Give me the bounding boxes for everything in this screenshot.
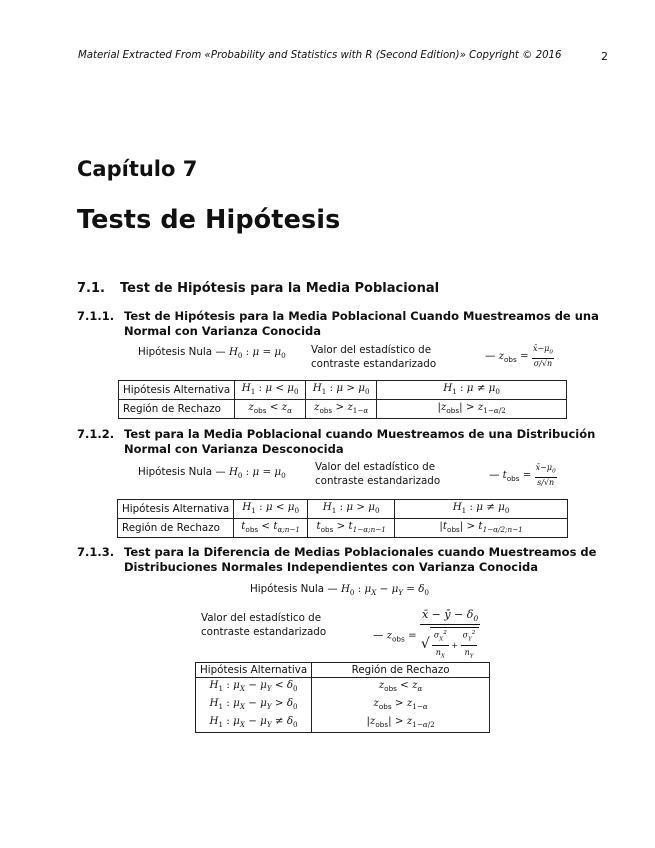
dash: —: [489, 468, 500, 481]
dash: —: [485, 349, 496, 362]
dash: —: [373, 629, 384, 642]
cell: $t_{obs} < t_{\alpha;n-1}$: [234, 519, 308, 538]
stat-label: Valor del estadístico de contraste estandarizado: [315, 461, 441, 487]
cell: $H_1$ : $\mu > \mu_0$: [308, 500, 395, 519]
subsection-number: 7.1.1.: [77, 309, 115, 323]
table-row: [196, 714, 490, 733]
cell: $H_1$ : $\mu < \mu_0$: [234, 500, 308, 519]
running-header: Material Extracted From «Probability and Statistics with R (Second Edition)» Copyright © 2016: [78, 50, 562, 61]
chapter-title: Tests de Hipótesis: [77, 205, 341, 235]
null-hypothesis: Hipótesis Nula — $H_0$ : $\mu = \mu_0$: [138, 466, 286, 481]
cell: $H_1$ : $\mu_X - \mu_Y > \delta_0$: [196, 696, 312, 714]
table-row: [118, 519, 568, 538]
cell: $H_1$ : $\mu \ne \mu_0$: [395, 500, 568, 519]
table-row: [196, 678, 490, 697]
stat-label: Valor del estadístico de contraste estandarizado: [201, 612, 327, 638]
table-row: [196, 696, 490, 714]
rejection-table-1: [118, 380, 567, 419]
table-row: [119, 400, 567, 419]
table-row: [119, 381, 567, 400]
null-hypothesis: Hipótesis Nula — $H_0$ : $\mu_X - \mu_Y = \delta_0$: [250, 583, 430, 598]
alt-label: Hipótesis Alternativa: [118, 500, 234, 519]
test-statistic: — $z_{obs}$ = $\frac{x̄-\mu_0}{\sigma/√n}$: [485, 344, 553, 368]
test-statistic: — $t_{obs}$ = $\frac{x̄-\mu_0}{s/√n}$: [489, 463, 556, 487]
section-heading: [77, 281, 439, 296]
subsection-7-1-1: [77, 309, 612, 341]
subsection-title: Test para la Media Poblacional cuando Muestreamos de una Distribución Normal con Varianza Desconocida: [124, 427, 596, 456]
alt-label: Hipótesis Alternativa: [119, 381, 235, 400]
cell: $t_{obs} > t_{1-\alpha;n-1}$: [308, 519, 395, 538]
null-label: Hipótesis Nula —: [138, 466, 226, 478]
cell: $|z_{obs}| > z_{1-\alpha/2}$: [377, 400, 567, 419]
cell: $z_{obs} < z_\alpha$: [312, 678, 490, 697]
reject-label: Región de Rechazo: [119, 400, 235, 419]
reject-label: Región de Rechazo: [118, 519, 234, 538]
subsection-number: 7.1.3.: [77, 545, 115, 559]
null-label: Hipótesis Nula —: [138, 346, 226, 358]
test-statistic: — $z_{obs}$ = x̄ − ȳ − $\delta_0$ √ $\frac{\sigma_X^2}{n_X}$ + $\frac{\sigma_Y^2}{n_Y}$: [373, 608, 480, 663]
table-row: [118, 500, 568, 519]
subsection-number: 7.1.2.: [77, 427, 115, 441]
reject-label: Región de Rechazo: [312, 663, 490, 678]
cell: $z_{obs} < z_\alpha$: [235, 400, 306, 419]
null-hypothesis: Hipótesis Nula — $H_0$ : $\mu = \mu_0$: [138, 346, 286, 361]
section-number: 7.1.: [77, 281, 105, 296]
cell: $H_1$ : $\mu > \mu_0$: [306, 381, 377, 400]
cell: $H_1$ : $\mu_X - \mu_Y \ne \delta_0$: [196, 714, 312, 733]
page-number: 2: [601, 50, 608, 63]
cell: $|z_{obs}| > z_{1-\alpha/2}$: [312, 714, 490, 733]
subsection-title: Test de Hipótesis para la Media Poblacional Cuando Muestreamos de una Normal con Varianza Conocida: [124, 309, 599, 338]
cell: $z_{obs} > z_{1-\alpha}$: [306, 400, 377, 419]
cell: $H_1$ : $\mu \ne \mu_0$: [377, 381, 567, 400]
cell: $z_{obs} > z_{1-\alpha}$: [312, 696, 490, 714]
section-title: Test de Hipótesis para la Media Poblacional: [120, 281, 440, 296]
rejection-table-2: [117, 499, 568, 538]
subsection-7-1-2: [77, 427, 612, 459]
cell: $H_1$ : $\mu_X - \mu_Y < \delta_0$: [196, 678, 312, 697]
chapter-label: Capítulo 7: [77, 157, 198, 181]
table-row: [196, 663, 490, 678]
subsection-7-1-3: [77, 545, 612, 577]
alt-label: Hipótesis Alternativa: [196, 663, 312, 678]
rejection-table-3: [195, 662, 490, 733]
null-label: Hipótesis Nula —: [250, 583, 338, 595]
cell: $H_1$ : $\mu < \mu_0$: [235, 381, 306, 400]
subsection-title: Test para la Diferencia de Medias Poblacionales cuando Muestreamos de Distribuciones Normales Independientes con Varianza Conocida: [124, 545, 597, 574]
stat-label: Valor del estadístico de contraste estandarizado: [311, 344, 437, 370]
cell: $|t_{obs}| > t_{1-\alpha/2;n-1}$: [395, 519, 568, 538]
